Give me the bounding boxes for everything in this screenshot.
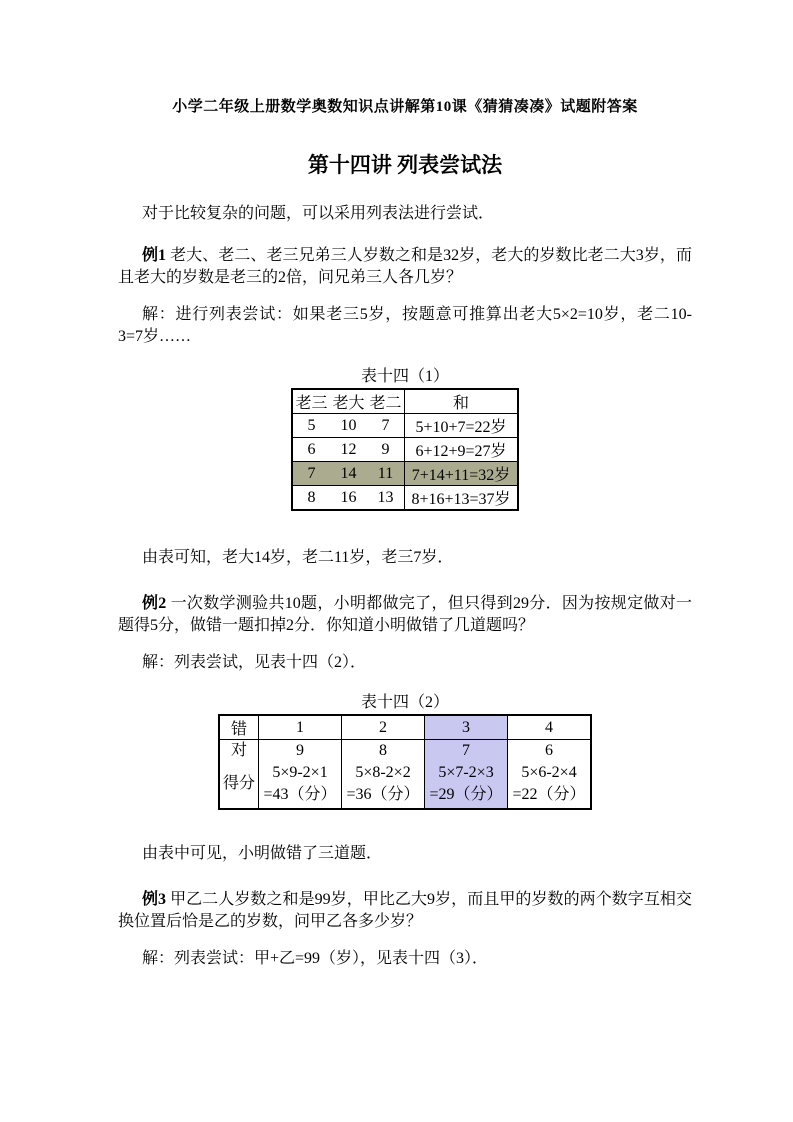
table1-cell: 6	[292, 438, 330, 462]
table2-right-label: 对	[230, 742, 247, 759]
table1-cell: 5	[292, 414, 330, 438]
lesson-heading: 第十四讲 列表尝试法	[307, 153, 503, 177]
table1-cell: 7	[367, 414, 405, 438]
score-formula: 5×6-2×4	[521, 764, 577, 781]
example1-paragraph	[118, 245, 692, 289]
score-formula: 5×8-2×2	[355, 764, 411, 781]
example2-label: 例2	[142, 595, 167, 612]
table1-header-laoer: 老二	[367, 389, 405, 414]
table1-row	[292, 486, 518, 511]
intro-paragraph: 对于比较复杂的问题，可以采用列表法进行尝试．	[142, 205, 495, 222]
table1-highlighted-row	[292, 462, 518, 486]
table-14-2	[218, 714, 592, 810]
table-14-1	[291, 388, 519, 511]
table2-header-row	[219, 715, 591, 740]
table1-cell: 7	[292, 462, 330, 486]
example3-label: 例3	[142, 891, 167, 908]
example2-paragraph	[118, 593, 692, 637]
table1-cell: 12	[330, 438, 367, 462]
table1-sum-cell: 7+14+11=32岁	[405, 462, 519, 486]
table2-data-cell-highlighted	[425, 740, 508, 810]
table1-row	[292, 438, 518, 462]
table2-score-label: 得分	[222, 775, 255, 792]
score-result: =29（分）	[429, 786, 503, 803]
table1-cell: 14	[330, 462, 367, 486]
example2-text: 一次数学测验共10题，小明都做完了，但只得到29分．因为按规定做对一题得5分，做错一题扣掉2分．你知道小明做错了几道题吗？	[118, 595, 692, 634]
right-count: 9	[296, 742, 304, 759]
table1-cell: 11	[367, 462, 405, 486]
table1-caption: 表十四（1）	[360, 368, 449, 385]
example3-text: 甲乙二人岁数之和是99岁，甲比乙大9岁，而且甲的岁数的两个数字互相交换位置后恰是乙的岁数，问甲乙各多少岁？	[118, 891, 692, 930]
table1-row	[292, 414, 518, 438]
table1-cell: 16	[340, 488, 357, 506]
table2-data-cell	[342, 740, 425, 810]
table1-header-laoda: 老大	[330, 389, 367, 414]
example3-solution: 解：列表尝试：甲+乙=99（岁），见表十四（3）．	[142, 950, 489, 967]
table2-row-labels	[219, 740, 259, 810]
table2-caption: 表十四（2）	[360, 694, 449, 711]
table1-sum-cell: 5+10+7=22岁	[405, 414, 519, 438]
right-count: 7	[462, 742, 470, 759]
table1-cell: 10	[330, 414, 367, 438]
example1-solution: 解：进行列表尝试：如果老三5岁，按题意可推算出老大5×2=10岁，老二10-3=7岁……	[118, 306, 692, 345]
table2-wrong-cell-highlighted: 3	[425, 715, 508, 740]
table2-data-cell	[259, 740, 342, 810]
table2-wrong-label: 错	[219, 715, 259, 740]
table1-cell: 9	[367, 438, 405, 462]
document-title: 小学二年级上册数学奥数知识点讲解第10课《猜猜凑凑》试题附答案	[172, 99, 638, 115]
table1-sum-cell: 8+16+13=37岁	[405, 486, 519, 511]
score-result: =36（分）	[346, 786, 420, 803]
right-count: 8	[379, 742, 387, 759]
table2-body-row	[219, 740, 591, 810]
table1-header-laosan: 老三	[292, 389, 330, 414]
right-count: 6	[545, 742, 553, 759]
example3-paragraph	[118, 889, 692, 933]
table2-data-cell	[508, 740, 592, 810]
example1-text: 老大、老二、老三兄弟三人岁数之和是32岁，老大的岁数比老二大3岁，而且老大的岁数是老三的2倍，问兄弟三人各几岁？	[118, 247, 692, 286]
table1-cell: 8	[307, 488, 316, 506]
score-formula: 5×7-2×3	[438, 764, 494, 781]
score-result: =22（分）	[512, 786, 586, 803]
table1-sum-cell: 6+12+9=27岁	[405, 438, 519, 462]
score-result: =43（分）	[263, 786, 337, 803]
table1-conclusion: 由表可知，老大14岁，老二11岁，老三7岁．	[142, 549, 454, 566]
table1-header-sum: 和	[405, 389, 519, 414]
example2-solution: 解：列表尝试，见表十四（2）．	[142, 654, 367, 671]
document-content	[0, 95, 793, 970]
example1-label: 例1	[142, 247, 167, 264]
table2-conclusion: 由表中可见，小明做错了三道题．	[142, 845, 383, 862]
table2-wrong-cell: 4	[508, 715, 592, 740]
table1-header-row	[292, 389, 518, 414]
table1-cell: 13	[377, 488, 394, 506]
score-formula: 5×9-2×1	[272, 764, 328, 781]
table2-wrong-cell: 2	[342, 715, 425, 740]
table2-wrong-cell: 1	[259, 715, 342, 740]
